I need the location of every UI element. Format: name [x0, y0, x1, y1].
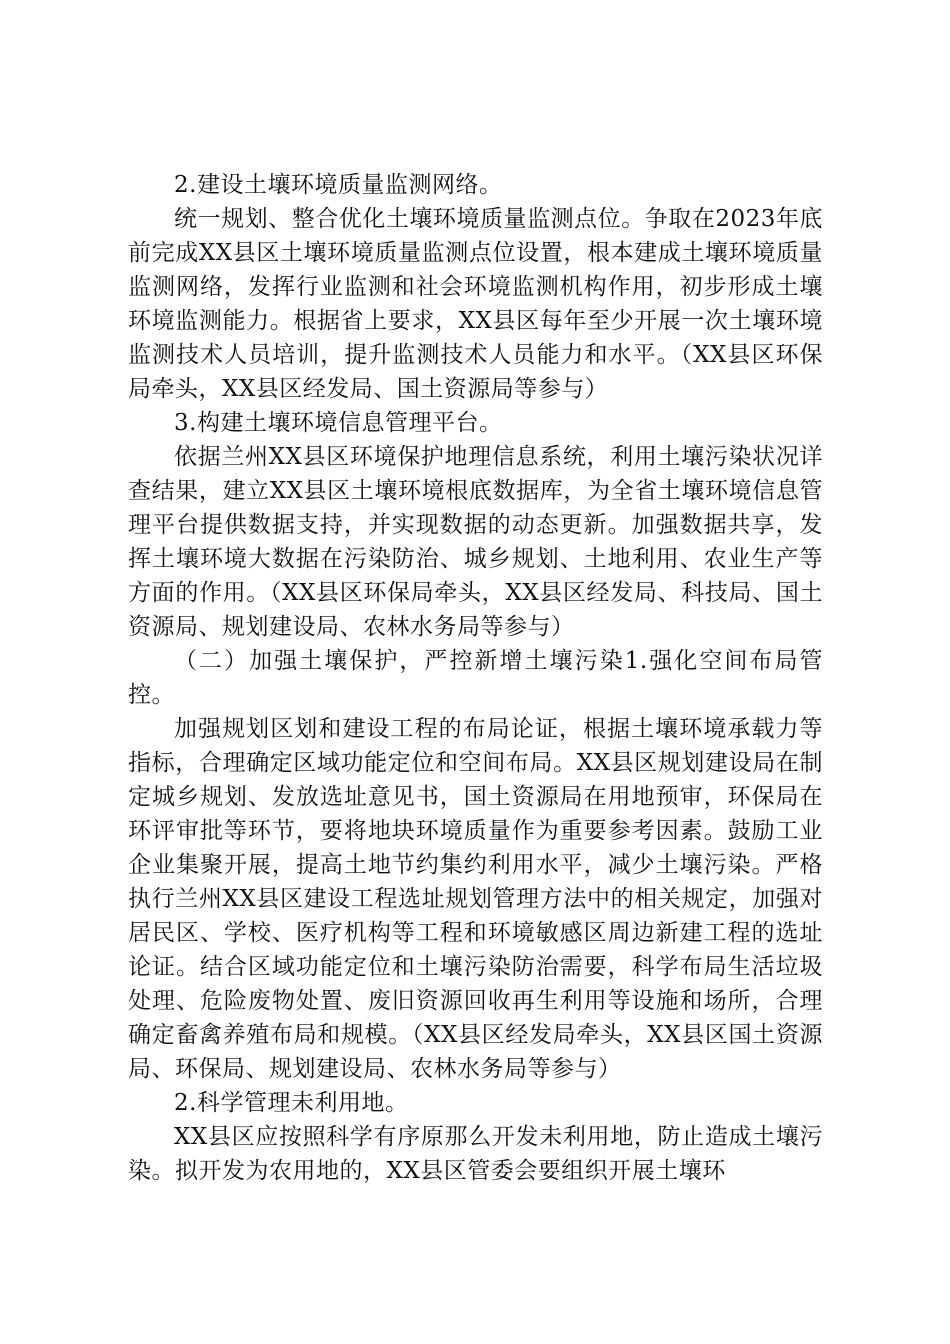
section-heading-monitoring-network: 2.建设土壤环境质量监测网络。 [174, 172, 503, 198]
paragraph-spatial-control: 加强规划区划和建设工程的布局论证，根据土壤环境承载力等指标，合理确定区域功能定位和空间布局。XX县区规划建设局在制定城乡规划、发放选址意见书，国土资源局在用地预审，环保局在环评审批等环节，要将地块环境质量作为重要参考因素。鼓励工业企业集聚开展，提高土地节约集约利用水平，减少土壤污染。严格执行兰州XX县区建设工程选址规划管理方法中的相关规定，加强对居民区、学校、医疗机构等工程和环境敏感区周边新建工程的选址论证。结合区域功能定位和土壤污染防治需要，科学布局生活垃圾处理、危险废物处置、废旧资源回收再生利用等设施和场所，合理确定畜禽养殖布局和规模。（XX县区经发局牵头，XX县区国土资源局、环保局、规划建设局、农林水务局等参与） [128, 716, 823, 1082]
section-heading-unused-land: 2.科学管理未利用地。 [174, 1090, 409, 1116]
document-body [128, 168, 823, 1188]
paragraph-monitoring-network: 统一规划、整合优化土壤环境质量监测点位。争取在2023年底前完成XX县区土壤环境质量监测点位设置，根本建成土壤环境质量监测网络，发挥行业监测和社会环境监测机构作用，初步形成土壤环境监测能力。根据省上要求，XX县区每年至少开展一次土壤环境监测技术人员培训，提升监测技术人员能力和水平。（XX县区环保局牵头，XX县区经发局、国土资源局等参与） [128, 206, 823, 402]
section-heading-info-platform: 3.构建土壤环境信息管理平台。 [174, 410, 503, 436]
paragraph-info-platform: 依据兰州XX县区环境保护地理信息系统，利用土壤污染状况详查结果，建立XX县区土壤环境根底数据库，为全省土壤环境信息管理平台提供数据支持，并实现数据的动态更新。加强数据共享，发挥土壤环境大数据在污染防治、城乡规划、土地利用、农业生产等方面的作用。（XX县区环保局牵头，XX县区经发局、科技局、国土资源局、规划建设局、农林水务局等参与） [128, 444, 823, 640]
paragraph-unused-land: XX县区应按照科学有序原那么开发未利用地，防止造成土壤污染。拟开发为农用地的，XX县区管委会要组织开展土壤环 [128, 1124, 823, 1184]
section-heading-soil-protection: （二）加强土壤保护，严控新增土壤污染1.强化空间布局管控。 [128, 648, 823, 708]
